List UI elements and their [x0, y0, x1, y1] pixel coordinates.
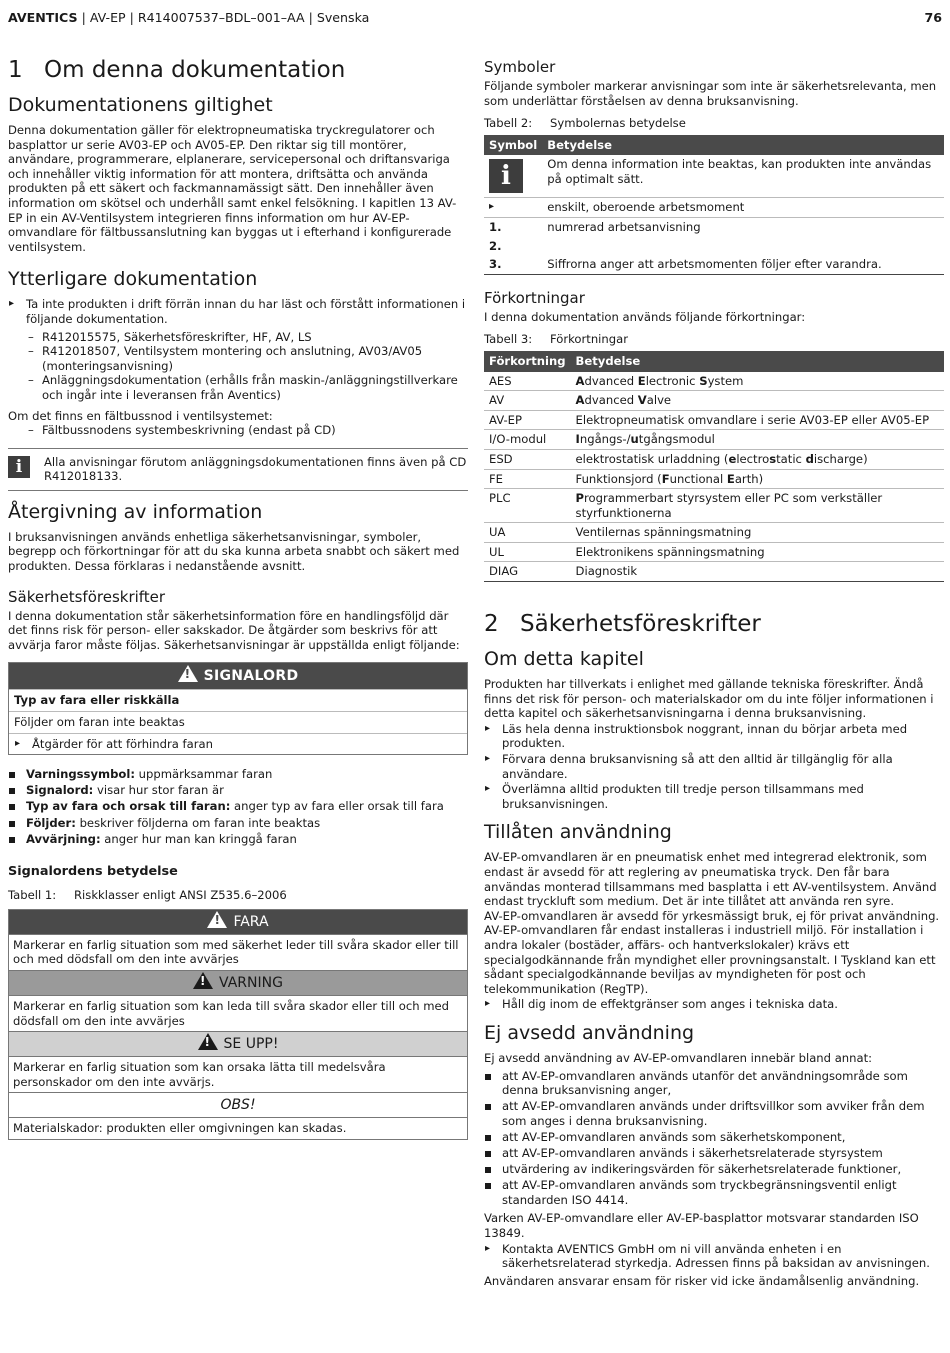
table-row	[484, 198, 944, 218]
subsection-heading: Förkortningar	[484, 288, 585, 307]
risk-description: Markerar en farlig situation som kan leda till svåra skador eller till och med dödsfall om den inte avvärjes	[9, 995, 467, 1031]
instruction-step: ▸ Överlämna alltid produkten till tredje person tillsammans med bruksanvisningen.	[484, 782, 944, 811]
abbreviation-cell: I/O-modul	[484, 430, 571, 450]
column-header: Symbol	[484, 135, 542, 156]
paragraph: AV-EP-omvandlaren är en pneumatisk enhet med integrerad elektronik, som endast är avsedd för att reglering av pneumatiska tryck. Den får bara användas monterad tillsammans med basplatta i ett AV-ventilsystem. Använd endast tryckluft som medium. Det är inte tillåtet att använda ren syre.	[484, 850, 937, 909]
chapter-number: 1	[8, 57, 23, 83]
table-row	[484, 237, 944, 256]
list-item: att AV-EP-omvandlaren används utanför det användningsområde som denna bruksanvisning anger,	[484, 1069, 944, 1098]
doc-reference: | AV-EP | R414007537–BDL–001–AA | Svenska	[77, 10, 370, 25]
chapter-1-heading	[8, 56, 468, 84]
paragraph: I bruksanvisningen används enhetliga säkerhetsanvisningar, symboler, begrepp och förkortningar för att du ska kunna arbeta snabbt och säkert med produkten. Dessa förklaras i nedanstående avsnitt.	[8, 529, 460, 574]
table-row	[484, 410, 944, 430]
table-row	[484, 372, 944, 391]
paragraph: Användaren ansvarar ensam för risker vid icke ändamålsenlig användning.	[484, 1273, 920, 1288]
left-column	[8, 56, 468, 1140]
section-heading: Om detta kapitel	[484, 648, 644, 671]
list-item: att AV-EP-omvandlaren används i säkerhetsrelaterade styrsystem	[484, 1146, 944, 1161]
table-cell: 1.	[489, 219, 502, 234]
symbols-table	[484, 135, 944, 275]
abbreviation-cell: ESD	[484, 449, 571, 469]
table-row	[484, 562, 944, 582]
column-header: Betydelse	[571, 351, 944, 372]
info-note	[8, 448, 468, 491]
column-header: Förkortning	[484, 351, 571, 372]
legend-item: Avvärjning: anger hur man kan kringgå faran	[8, 832, 468, 847]
risk-class-danger	[8, 909, 468, 971]
table-2-caption: Tabell 2: Symbolernas betydelse	[484, 116, 686, 131]
paragraph: I denna dokumentation står säkerhetsinformation före en handlingsföljd där det finns risk för person- eller sakskador. De åtgärder som beskrivs för att avvärja faror måste följas. Säkerhetsanvisningar är uppställda enligt följande:	[8, 608, 460, 652]
chapter-number: 2	[484, 611, 499, 638]
paragraph: I denna dokumentation används följande förkortningar:	[484, 309, 806, 324]
section-heading: Dokumentationens giltighet	[8, 94, 273, 116]
legend-item: Varningssymbol: uppmärksammar faran	[8, 767, 468, 782]
meaning-cell: Elektronikens spänningsmatning	[571, 542, 944, 562]
table-row	[484, 430, 944, 450]
table-3-caption: Tabell 3: Förkortningar	[484, 332, 628, 347]
meaning-cell: Ventilernas spänningsmatning	[571, 523, 944, 543]
risk-description: Materialskador: produkten eller omgivningen kan skadas.	[9, 1117, 467, 1139]
subsection-heading: Signalordens betydelse	[8, 864, 178, 880]
abbreviation-cell: AV	[484, 391, 571, 411]
page-header	[8, 10, 942, 26]
abbreviation-cell: DIAG	[484, 562, 571, 582]
abbreviation-cell: PLC	[484, 489, 571, 523]
paragraph: AV-EP-omvandlaren får endast installeras i industriell miljö. För installation i andra lokaler (bostäder, affärs- och hantverkslokaler) krävs ett specialgodkännande från myndighet eller provningsanstalt. I Tyskland kan ett sådant specialgodkännande beviljas av myndigheten för post och telekommunikation (RegTP).	[484, 923, 936, 996]
list-item: utvärdering av indikeringsvärden för säkerhetsrelaterade funktioner,	[484, 1162, 944, 1177]
paragraph: Ej avsedd användning av AV-EP-omvandlaren innebär bland annat:	[484, 1050, 873, 1065]
risk-class-caution	[8, 1032, 468, 1093]
section-heading: Ytterligare dokumentation	[8, 268, 258, 291]
section-heading: Ej avsedd användning	[484, 1021, 695, 1044]
instruction-step: ▸ Läs hela denna instruktionsbok noggrant, innan du börjar arbeta med produkten.	[484, 722, 944, 751]
meaning-cell: Funktionsjord (Functional Earth)	[571, 469, 944, 489]
info-icon: i	[489, 159, 523, 193]
table-1-caption: Tabell 1: Riskklasser enligt ANSI Z535.6–2006	[8, 888, 287, 903]
list-item: att AV-EP-omvandlaren används som tryckbegränsningsventil enligt standarden ISO 4414.	[484, 1178, 944, 1207]
legend-item: Följder: beskriver följderna om faran inte beaktas	[8, 816, 468, 831]
table-cell: numrerad arbetsanvisning	[547, 219, 701, 234]
meaning-cell: Advanced Valve	[571, 391, 944, 411]
chapter-title: Om denna dokumentation	[44, 57, 346, 83]
list-item: att AV-EP-omvandlaren används under driftsvillkor som avviker från dem som anges i denna bruksanvisning.	[484, 1099, 944, 1128]
paragraph: Produkten har tillverkats i enlighet med gällande tekniska föreskrifter. Ändå finns det risk för person- och materialskador om du inte följer informationen i detta kapitel och säkerhetsanvisningarna i denna bruksanvisning.	[484, 677, 934, 721]
abbreviation-cell: UA	[484, 523, 571, 543]
risk-header: !FARA	[9, 910, 467, 934]
instruction-step: ▸ Håll dig inom de effektgränser som anges i tekniska data.	[484, 997, 944, 1012]
warning-triangle-icon	[198, 1033, 218, 1050]
risk-class-notice	[8, 1093, 468, 1140]
brand-name: AVENTICS	[8, 10, 78, 25]
table-row	[484, 155, 944, 198]
doc-list-item: – R412018507, Ventilsystem montering och anslutning, AV03/AV05 (monteringsanvisning)	[8, 344, 468, 373]
warning-triangle-icon	[178, 665, 198, 682]
risk-description: Markerar en farlig situation som kan orsaka lätta till medelsvåra personskador om den inte avvärjs.	[9, 1056, 467, 1092]
table-cell	[542, 237, 944, 256]
right-column	[484, 56, 944, 1288]
abbreviation-cell: AV-EP	[484, 410, 571, 430]
doc-list-item: – Anläggningsdokumentation (erhålls från maskin-/anläggningstillverkare och ingår inte i leveransen från Aventics)	[8, 373, 468, 402]
section-heading: Återgivning av information	[8, 500, 263, 523]
instruction-step: ▸ Förvara denna bruksanvisning så att den alltid är tillgänglig för alla användare.	[484, 752, 944, 781]
paragraph: Denna dokumentation gäller för elektropneumatiska tryckregulatorer och basplattor ur serie AV03-EP och AV05-EP. Den riktar sig till montörer, användare, programmerare, elplanerare, servicepersonal och driftansvariga och innehåller viktig information för att montera, driftsätta och använda produkten på ett säkert och fackmannamässigt sätt. Den innehåller även information om skötsel och underhåll samt enkel felsökning. I kapitlen 13 AV-EP in ein AV-Ventilsystem integrieren finns information om hur AV-EP-omvandlare för fältbussanslutning kan byggas ut i efterhand i konfigurerade ventilsystem.	[8, 123, 457, 254]
column-header: Betydelse	[542, 135, 944, 156]
instruction-step: ▸ Ta inte produkten i drift förrän innan du har läst och förstått informationen i följande dokumentation.	[8, 297, 468, 326]
table-row	[484, 542, 944, 562]
risk-description: Markerar en farlig situation som med säkerhet leder till svåra skador eller till och med dödsfall om den inte avvärjes	[9, 934, 467, 970]
meaning-cell: Ingångs-/utgångsmodul	[571, 430, 944, 450]
table-cell: Om denna information inte beaktas, kan produkten inte användas på optimalt sätt.	[542, 155, 944, 198]
warning-triangle-icon	[193, 972, 213, 989]
meaning-cell: Advanced Electronic System	[571, 372, 944, 391]
table-cell: 2.	[489, 238, 502, 253]
signal-word-header: !SIGNALORD	[9, 663, 467, 689]
table-cell: ▸	[484, 198, 542, 218]
meaning-cell: Elektropneumatisk omvandlare i serie AV03-EP eller AV05-EP	[571, 410, 944, 430]
meaning-cell: Diagnostik	[571, 562, 944, 582]
abbreviation-cell: AES	[484, 372, 571, 391]
table-row	[484, 489, 944, 523]
table-row	[484, 449, 944, 469]
subsection-heading: Symboler	[484, 58, 556, 76]
table-row	[484, 469, 944, 489]
instruction-step: ▸ Kontakta AVENTICS GmbH om ni vill använda enheten i en säkerhetsrelaterad styrkedja. Adressen finns på baksidan av anvisningen.	[484, 1242, 944, 1271]
risk-header: OBS!	[9, 1093, 467, 1117]
paragraph: AV-EP-omvandlaren är avsedd för yrkesmässigt bruk, ej för privat användning.	[484, 908, 940, 923]
table-row	[484, 255, 944, 274]
section-heading: Tillåten användning	[484, 821, 672, 844]
info-note-text: Alla anvisningar förutom anläggningsdokumentationen finns även på CD R412018133.	[44, 454, 467, 484]
chapter-title: Säkerhetsföreskrifter	[520, 611, 761, 638]
paragraph: Varken AV-EP-omvandlare eller AV-EP-basplattor motsvarar standarden ISO 13849.	[484, 1211, 919, 1240]
abbreviations-body	[484, 372, 944, 582]
table-row	[484, 217, 944, 236]
abbreviation-cell: FE	[484, 469, 571, 489]
doc-list-item: – Fältbussnodens systembeskrivning (endast på CD)	[8, 423, 468, 438]
abbreviation-cell: UL	[484, 542, 571, 562]
warning-triangle-icon	[207, 911, 227, 928]
table-row	[484, 391, 944, 411]
paragraph: Om det finns en fältbussnod i ventilsystemet:	[8, 408, 273, 423]
hazard-type: Typ av fara eller riskkälla	[9, 689, 467, 711]
risk-header: !SE UPP!	[9, 1032, 467, 1056]
meaning-cell: Programmerbart styrsystem eller PC som verkställer styrfunktionerna	[571, 489, 944, 523]
doc-list-item: – R412015575, Säkerhetsföreskrifter, HF, AV, LS	[8, 330, 468, 345]
legend-item: Typ av fara och orsak till faran: anger typ av fara eller orsak till fara	[8, 799, 468, 814]
page-number: 76	[924, 10, 942, 25]
paragraph: Följande symboler markerar anvisningar som inte är säkerhetsrelevanta, men som underlättar förståelsen av denna bruksanvisning.	[484, 79, 937, 108]
risk-class-warning	[8, 971, 468, 1032]
hazard-consequence: Följder om faran inte beaktas	[9, 711, 467, 733]
safety-notice-template	[8, 662, 468, 755]
legend-item: Signalord: visar hur stor faran är	[8, 783, 468, 798]
table-cell: enskilt, oberoende arbetsmoment	[542, 198, 944, 218]
abbreviations-table	[484, 351, 944, 582]
risk-header: !VARNING	[9, 971, 467, 995]
table-cell: Siffrorna anger att arbetsmomenten följer efter varandra.	[542, 255, 944, 274]
hazard-action: ▸ Åtgärder för att förhindra faran	[14, 737, 462, 752]
meaning-cell: elektrostatisk urladdning (electrostatic discharge)	[571, 449, 944, 469]
list-item: att AV-EP-omvandlaren används som säkerhetskomponent,	[484, 1130, 944, 1145]
table-cell: 3.	[484, 255, 542, 274]
table-row	[484, 523, 944, 543]
chapter-2-heading	[484, 610, 944, 638]
info-icon: i	[8, 456, 30, 478]
subsection-heading: Säkerhetsföreskrifter	[8, 587, 166, 606]
